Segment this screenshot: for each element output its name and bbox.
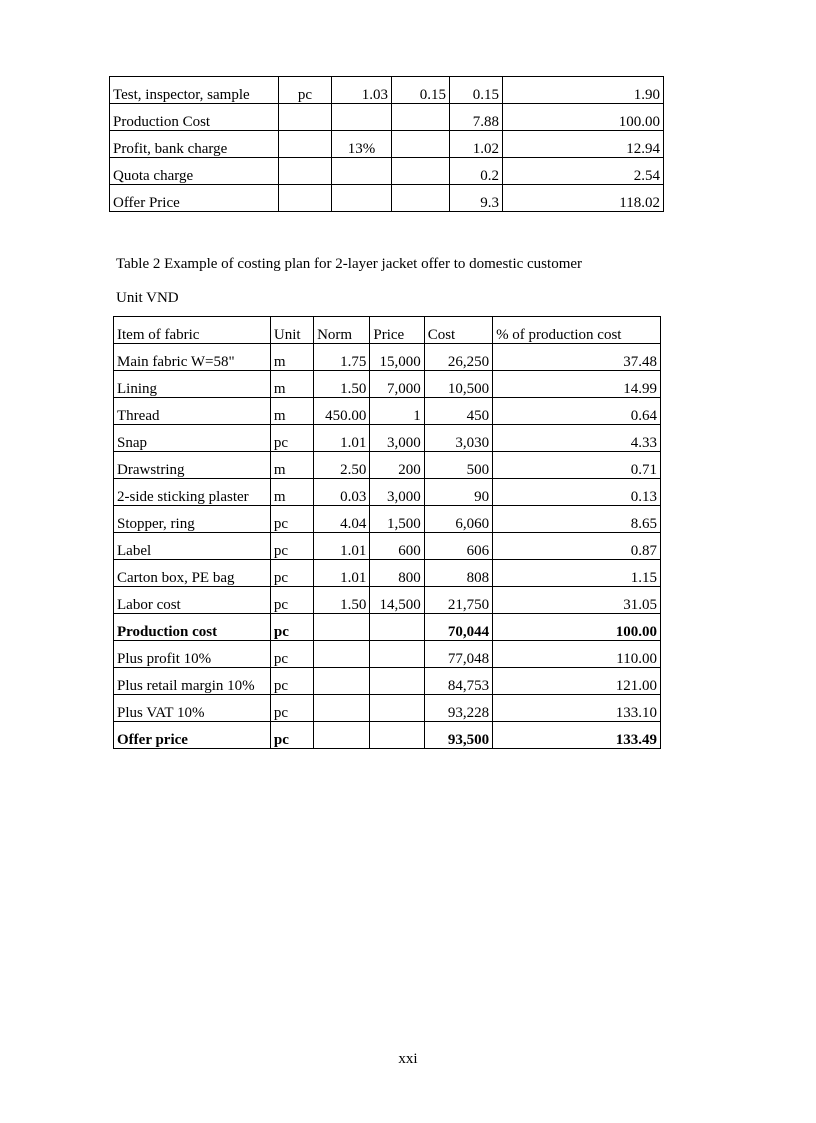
percent-cell: 12.94 — [503, 131, 664, 158]
percent-cell: 4.33 — [493, 425, 661, 452]
unit-cell — [279, 131, 332, 158]
norm-cell: 1.01 — [314, 533, 370, 560]
item-cell: 2-side sticking plaster — [114, 479, 271, 506]
unit-cell: pc — [270, 641, 313, 668]
item-cell: Main fabric W=58" — [114, 344, 271, 371]
unit-cell: pc — [270, 506, 313, 533]
item-cell: Snap — [114, 425, 271, 452]
item-cell: Quota charge — [110, 158, 279, 185]
percent-cell: 8.65 — [493, 506, 661, 533]
item-cell: Plus VAT 10% — [114, 695, 271, 722]
item-cell: Carton box, PE bag — [114, 560, 271, 587]
percent-cell: 118.02 — [503, 185, 664, 212]
price-cell — [392, 185, 450, 212]
price-cell — [370, 668, 424, 695]
table-row — [114, 533, 661, 560]
percent-cell: 31.05 — [493, 587, 661, 614]
unit-cell: m — [270, 344, 313, 371]
percent-cell: 0.13 — [493, 479, 661, 506]
price-cell: 800 — [370, 560, 424, 587]
table-row — [114, 506, 661, 533]
column-header: Item of fabric — [114, 317, 271, 344]
table-row — [114, 668, 661, 695]
item-cell: Lining — [114, 371, 271, 398]
cost-cell: 7.88 — [450, 104, 503, 131]
unit-cell: pc — [270, 668, 313, 695]
unit-cell: pc — [270, 695, 313, 722]
norm-cell: 450.00 — [314, 398, 370, 425]
column-header: Price — [370, 317, 424, 344]
cost-cell: 1.02 — [450, 131, 503, 158]
cost-cell: 450 — [424, 398, 492, 425]
percent-cell: 37.48 — [493, 344, 661, 371]
table-row — [110, 131, 664, 158]
price-cell: 3,000 — [370, 479, 424, 506]
table-row — [114, 344, 661, 371]
unit-cell: pc — [270, 722, 313, 749]
price-cell — [370, 722, 424, 749]
percent-cell: 0.87 — [493, 533, 661, 560]
norm-cell: 1.03 — [332, 77, 392, 104]
norm-cell — [332, 158, 392, 185]
costing-summary-table — [109, 76, 664, 212]
table-row — [114, 695, 661, 722]
table-row — [114, 425, 661, 452]
unit-cell — [279, 104, 332, 131]
unit-cell: m — [270, 371, 313, 398]
percent-cell: 0.64 — [493, 398, 661, 425]
table-row-production-cost — [114, 614, 661, 641]
norm-cell: 1.75 — [314, 344, 370, 371]
norm-cell: 0.03 — [314, 479, 370, 506]
percent-cell: 14.99 — [493, 371, 661, 398]
norm-cell — [314, 722, 370, 749]
item-cell: Production Cost — [110, 104, 279, 131]
norm-cell: 1.50 — [314, 371, 370, 398]
price-cell: 200 — [370, 452, 424, 479]
percent-cell: 110.00 — [493, 641, 661, 668]
norm-cell: 13% — [332, 131, 392, 158]
norm-cell — [314, 641, 370, 668]
cost-cell: 6,060 — [424, 506, 492, 533]
table-row — [114, 452, 661, 479]
item-cell: Label — [114, 533, 271, 560]
unit-cell: pc — [270, 587, 313, 614]
item-cell: Test, inspector, sample — [110, 77, 279, 104]
percent-cell: 100.00 — [503, 104, 664, 131]
price-cell: 1,500 — [370, 506, 424, 533]
price-cell: 14,500 — [370, 587, 424, 614]
item-cell: Drawstring — [114, 452, 271, 479]
column-header: Norm — [314, 317, 370, 344]
norm-cell: 2.50 — [314, 452, 370, 479]
cost-cell: 93,228 — [424, 695, 492, 722]
cost-cell: 93,500 — [424, 722, 492, 749]
page-number: xxi — [398, 1051, 418, 1067]
norm-cell: 4.04 — [314, 506, 370, 533]
item-cell: Plus retail margin 10% — [114, 668, 271, 695]
unit-cell: pc — [270, 560, 313, 587]
table-row — [110, 185, 664, 212]
table-row — [114, 398, 661, 425]
norm-cell — [314, 668, 370, 695]
cost-cell: 84,753 — [424, 668, 492, 695]
column-header: % of production cost — [493, 317, 661, 344]
percent-cell: 100.00 — [493, 614, 661, 641]
table-header-row — [114, 317, 661, 344]
percent-cell: 2.54 — [503, 158, 664, 185]
cost-cell: 21,750 — [424, 587, 492, 614]
price-cell — [392, 131, 450, 158]
table-row — [114, 479, 661, 506]
cost-cell: 90 — [424, 479, 492, 506]
price-cell: 15,000 — [370, 344, 424, 371]
item-cell: Offer price — [114, 722, 271, 749]
percent-cell: 133.49 — [493, 722, 661, 749]
unit-cell: pc — [270, 425, 313, 452]
percent-cell: 121.00 — [493, 668, 661, 695]
item-cell: Stopper, ring — [114, 506, 271, 533]
price-cell: 1 — [370, 398, 424, 425]
unit-cell: pc — [270, 533, 313, 560]
item-cell: Profit, bank charge — [110, 131, 279, 158]
item-cell: Thread — [114, 398, 271, 425]
item-cell: Production cost — [114, 614, 271, 641]
norm-cell — [314, 695, 370, 722]
cost-cell: 26,250 — [424, 344, 492, 371]
norm-cell — [332, 185, 392, 212]
price-cell — [392, 158, 450, 185]
cost-cell: 3,030 — [424, 425, 492, 452]
percent-cell: 133.10 — [493, 695, 661, 722]
unit-label: Unit VND — [116, 290, 179, 306]
unit-cell — [279, 185, 332, 212]
column-header: Unit — [270, 317, 313, 344]
price-cell: 0.15 — [392, 77, 450, 104]
norm-cell: 1.50 — [314, 587, 370, 614]
percent-cell: 1.90 — [503, 77, 664, 104]
table-row — [114, 560, 661, 587]
price-cell: 7,000 — [370, 371, 424, 398]
cost-cell: 606 — [424, 533, 492, 560]
norm-cell: 1.01 — [314, 560, 370, 587]
unit-cell: pc — [270, 614, 313, 641]
price-cell — [370, 614, 424, 641]
cost-cell: 0.2 — [450, 158, 503, 185]
norm-cell — [314, 614, 370, 641]
unit-cell: m — [270, 479, 313, 506]
table-row — [114, 371, 661, 398]
item-cell: Labor cost — [114, 587, 271, 614]
price-cell — [392, 104, 450, 131]
table-caption: Table 2 Example of costing plan for 2-layer jacket offer to domestic customer — [116, 256, 583, 272]
cost-cell: 70,044 — [424, 614, 492, 641]
cost-cell: 500 — [424, 452, 492, 479]
percent-cell: 0.71 — [493, 452, 661, 479]
cost-cell: 10,500 — [424, 371, 492, 398]
table-row-offer-price — [114, 722, 661, 749]
table-row — [114, 641, 661, 668]
percent-cell: 1.15 — [493, 560, 661, 587]
table-row — [110, 104, 664, 131]
costing-plan-table — [113, 316, 661, 749]
price-cell: 600 — [370, 533, 424, 560]
table-row — [110, 77, 664, 104]
item-cell: Offer Price — [110, 185, 279, 212]
price-cell — [370, 641, 424, 668]
cost-cell: 9.3 — [450, 185, 503, 212]
norm-cell: 1.01 — [314, 425, 370, 452]
price-cell: 3,000 — [370, 425, 424, 452]
unit-cell: m — [270, 398, 313, 425]
table-row — [110, 158, 664, 185]
unit-cell — [279, 158, 332, 185]
norm-cell — [332, 104, 392, 131]
column-header: Cost — [424, 317, 492, 344]
unit-cell: m — [270, 452, 313, 479]
cost-cell: 808 — [424, 560, 492, 587]
unit-cell: pc — [279, 77, 332, 104]
cost-cell: 0.15 — [450, 77, 503, 104]
cost-cell: 77,048 — [424, 641, 492, 668]
table-row — [114, 587, 661, 614]
price-cell — [370, 695, 424, 722]
item-cell: Plus profit 10% — [114, 641, 271, 668]
